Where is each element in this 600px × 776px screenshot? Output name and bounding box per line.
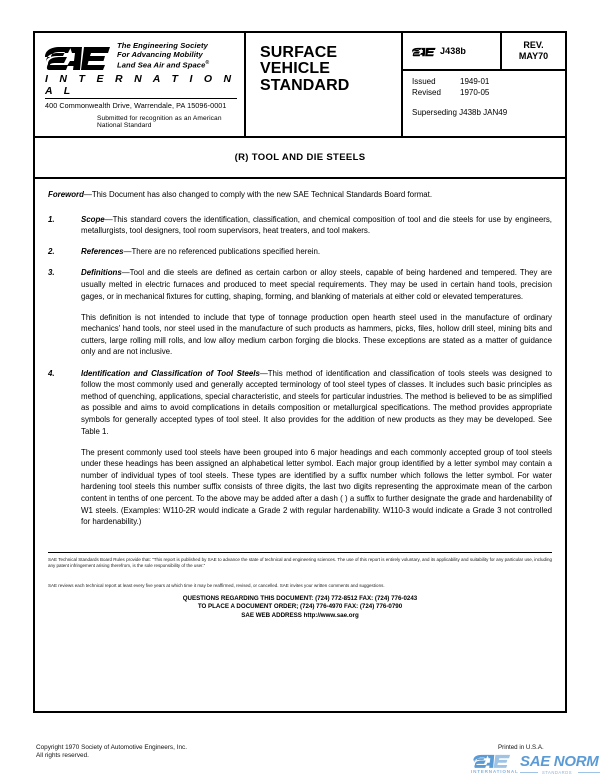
- doc-type-text: [246, 45, 349, 95]
- doc-type-line-1: SURFACE: [260, 43, 338, 61]
- header-doc-meta: [403, 33, 565, 136]
- org-international: I N T E R N A T I O N A L: [45, 73, 236, 97]
- section-2: [48, 246, 552, 258]
- section-4: [48, 368, 552, 438]
- copyright-line-1: Copyright 1970 Society of Automotive Engineers, Inc.: [36, 744, 187, 751]
- doc-type-line-2: VEHICLE: [260, 60, 331, 78]
- contact-questions: QUESTIONS REGARDING THIS DOCUMENT: (724) 772-8512 FAX: (724) 776-0243: [182, 595, 418, 602]
- section-4-number: 4.: [48, 368, 55, 378]
- grouping-paragraph: The present commonly used tool steels have been grouped into 6 major headings and each commonly accepted group of tool steels under these headings has been assigned an alphabetical letter symbol. Each major group identified by a letter symbol may contain a number of individual types of tool steels. These types are identified by a suffix number which follows the letter symbol. For water hardening tool steels this number suffix consists of three digits, the last two digits representing the approximate mean of the carbon content in tenths of one percent. To the above may be added after a dash ( ) a suffix to further designate the grade and hardenability of W1 steels. (Examples: W110-2R would indicate a Grade 2 with regular hardenability. W110-3 would indicate a Grade 3 not controlled for hardenability.): [81, 447, 552, 527]
- submitted-note: Submitted for recognition as an American National Standard: [97, 115, 222, 129]
- doc-revision-cell: [502, 33, 565, 69]
- issued-row: [412, 76, 565, 87]
- revised-value: 1970-05: [460, 88, 490, 97]
- section-2-number: 2.: [48, 247, 55, 257]
- sae-logo-bottom-icon: [470, 752, 514, 769]
- logo-norm-text: SAE NORM: [520, 753, 599, 770]
- section-3: [48, 267, 552, 302]
- section-3-body: —Tool and die steels are defined as certain carbon or alloy steels, capable of being hardened and tempered. They are usually melted in electric furnaces and produced to meet special requirements. They may be used in certain hand tools, precision gages, or in mechanical fixtures for cutting, shaping, forming, and blanking of materials at either cold or elevated temperatures.: [81, 268, 552, 301]
- issued-value: 1949-01: [460, 77, 490, 86]
- header-doc-type: [244, 33, 403, 106]
- rev-label: REV.: [523, 40, 544, 50]
- section-4-body: —This method of identification and classification of tools steels was designed to follow the most commonly used and generally accepted terminology of tool steel types of classes. It includes such basic principles as method of quenching, applications, special characteristic, and steels for particular industries. The method is believed to be as simplified as possible and aims to avoid complications in details composition or metallurgical specifications. The method provides appropriate symbols for generally accepted types of tool steel. It also provides for the addition of new products as they may be developed. See Table 1.: [81, 368, 552, 436]
- org-tagline-line-3: Land Sea Air and Space®: [117, 60, 210, 70]
- foreword-text: —This Document has also changed to comply with the new SAE Technical Standards Board format.: [83, 190, 433, 199]
- section-2-body: —There are no referenced publications specified herein.: [123, 247, 321, 257]
- section-1-number: 1.: [48, 214, 55, 224]
- logo-international-text: INTERNATIONAL: [471, 769, 519, 774]
- section-4-text: [81, 368, 552, 438]
- footer-disclaimer-2: SAE reviews each technical report at least every five years at which time it may be reaffirmed, revised, or cancelled. SAE invites your written comments and suggestions.: [48, 583, 385, 588]
- logo-rule-left: [520, 772, 538, 773]
- section-1: [48, 214, 552, 237]
- footer-contact: [35, 595, 565, 620]
- doc-number-cell: [403, 33, 502, 69]
- document-body: [35, 179, 565, 711]
- org-address: 400 Commonwealth Drive, Warrendale, PA 15096-0001: [45, 101, 227, 110]
- contact-order: TO PLACE A DOCUMENT ORDER; (724) 776-4970 FAX: (724) 776-0790: [197, 603, 403, 611]
- section-1-keyword: Scope: [81, 214, 105, 224]
- sae-mini-logo-icon: [412, 46, 436, 57]
- copyright-line-2: All rights reserved.: [36, 752, 89, 759]
- revised-row: [412, 87, 565, 98]
- org-tagline: [117, 41, 209, 70]
- printed-in-note: Printed in U.S.A.: [498, 744, 544, 751]
- footer-divider: [48, 552, 552, 553]
- foreword-paragraph: [48, 189, 552, 201]
- copyright-notice: [36, 744, 187, 760]
- sae-norm-logo: [470, 752, 600, 776]
- sae-logo-icon: [45, 42, 111, 72]
- logo-standards-text: STANDARDS: [542, 770, 573, 775]
- header-doc-number-row: [403, 33, 565, 71]
- section-3-text: [81, 267, 552, 302]
- rev-value: MAY70: [518, 51, 549, 61]
- section-1-text: [81, 214, 552, 237]
- section-1-body: —This standard covers the identification, classification, and chemical composition of tool and die steels for use by engineers, metallurgists, tool designers, tool room supervisors, heat treaters, and tool makers.: [81, 214, 552, 236]
- registered-mark-icon: ®: [205, 60, 210, 67]
- org-tagline-line-1: The Engineering Society: [117, 41, 208, 50]
- section-2-text: [81, 246, 552, 258]
- doc-number: J438b: [440, 46, 467, 56]
- superseding-note: Superseding J438b JAN49: [412, 108, 508, 117]
- contact-web[interactable]: SAE WEB ADDRESS http://www.sae.org: [241, 611, 359, 619]
- org-tagline-line-2: For Advancing Mobility: [117, 49, 203, 59]
- section-4-keyword: Identification and Classification of Tool Steels: [81, 368, 260, 378]
- revised-label: Revised: [412, 88, 441, 97]
- section-2-keyword: References: [81, 247, 124, 257]
- document-header: [35, 33, 565, 138]
- doc-dates-cell: [403, 71, 565, 136]
- doc-type-line-3: STANDARD: [260, 76, 350, 94]
- section-3-keyword: Definitions: [81, 268, 122, 278]
- footer-disclaimer-1: SAE Technical Standards Board Rules provide that: "This report is published by SAE to advance the state of technical and engineering sciences. The use of this report is entirely voluntary, and its applicability and suitability for any particular use, including any patent infringement arising therefrom, is the sole responsibility of the user.": [48, 557, 552, 569]
- document-frame: [33, 31, 567, 713]
- document-title-bar: [35, 138, 565, 179]
- header-org-block: [35, 33, 244, 136]
- logo-rule-right: [578, 772, 600, 773]
- section-3-number: 3.: [48, 268, 55, 278]
- foreword-keyword: Foreword: [48, 190, 84, 199]
- header-doc-type-spacer: [244, 106, 403, 138]
- definition-note-paragraph: This definition is not intended to include that type of tonnage production open hearth steel used in the manufacture of ordinary mechanics' hand tools, nor steel used in the manufacture of such products as hammers, picks, files, hollow drill steel, mining bits and cutters, large rolling mill rolls, and low alloy medium carbon forging die blocks. These exceptions are stated as a matter of guidance only and are not inclusive.: [81, 312, 552, 357]
- issued-label: Issued: [412, 77, 436, 86]
- sae-logo: [45, 41, 237, 110]
- page-title: (R) TOOL AND DIE STEELS: [234, 152, 366, 163]
